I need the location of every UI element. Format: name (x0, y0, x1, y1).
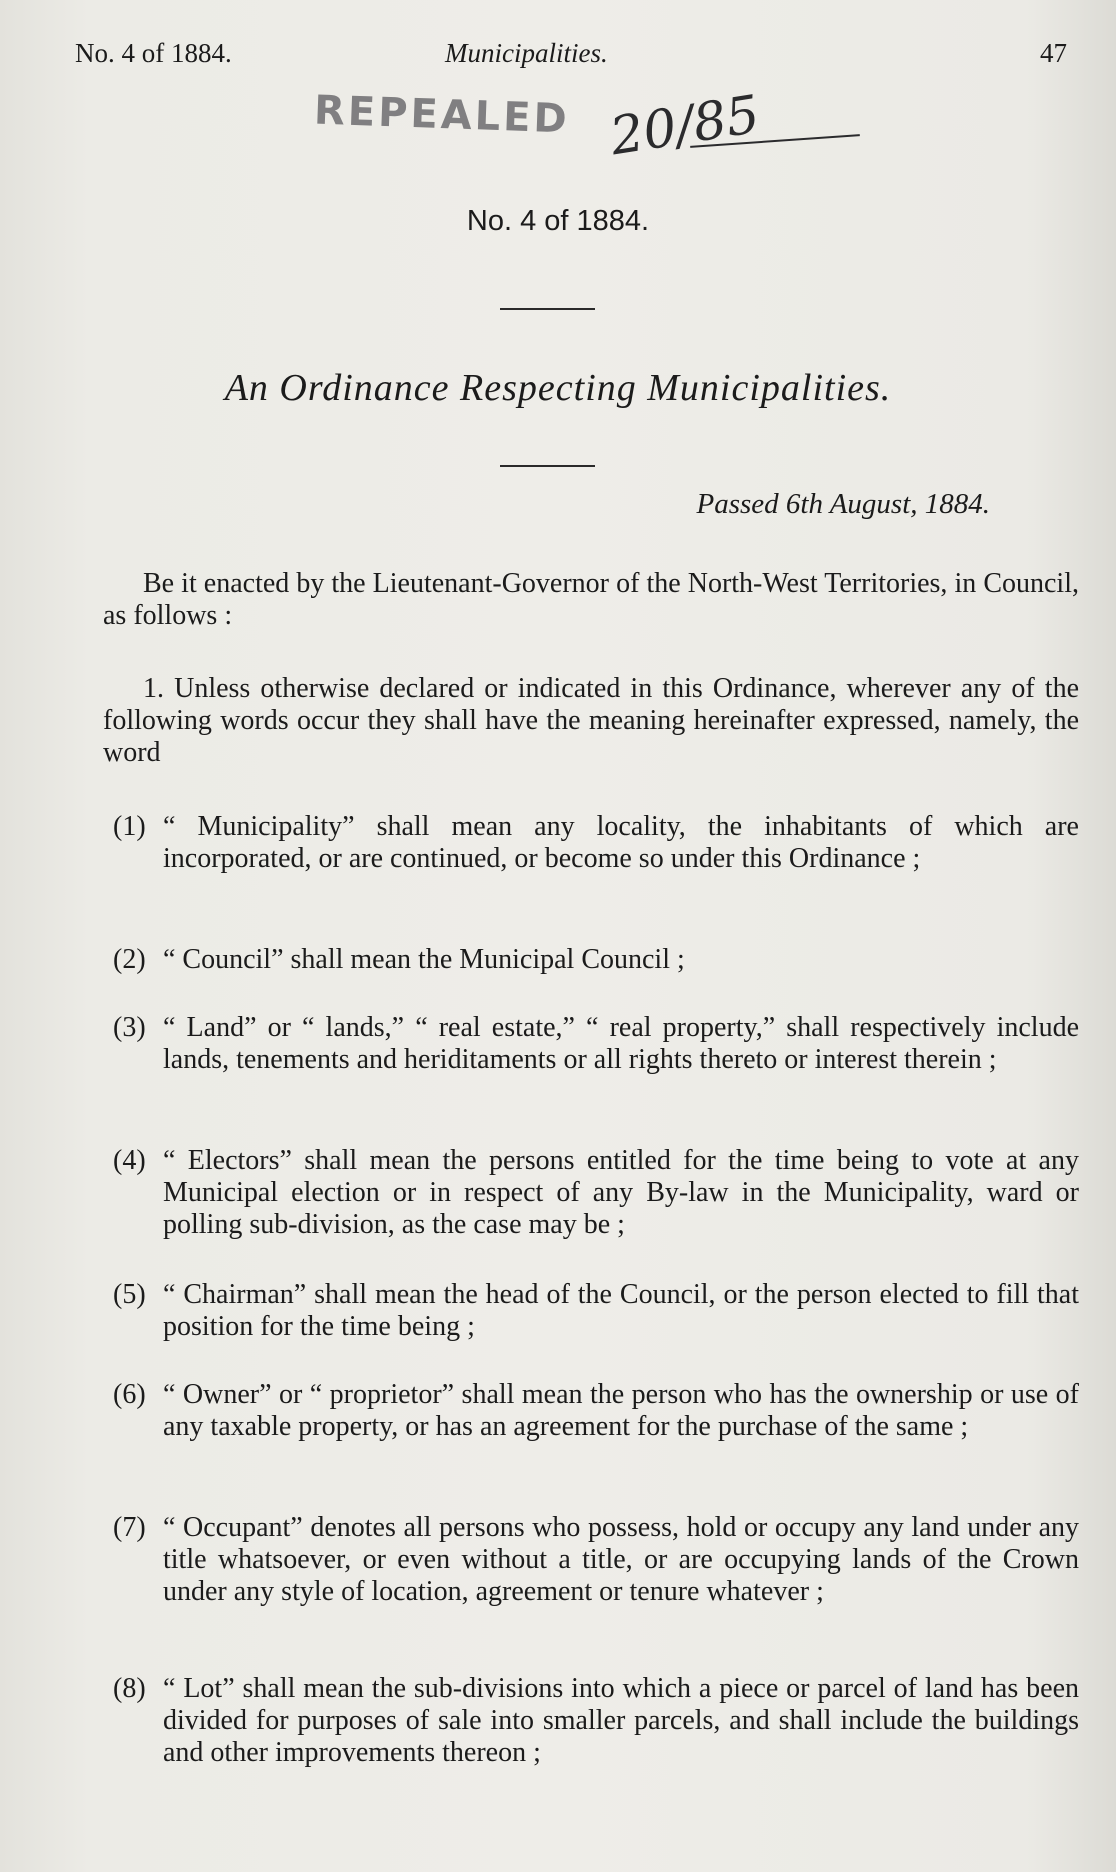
definition-number: (1) (113, 811, 146, 842)
divider-rule (500, 465, 595, 467)
definition-text: “ Chairman” shall mean the head of the Council, or the person elected to fill that position for the time being ; (163, 1279, 1079, 1342)
definition-number: (8) (113, 1673, 146, 1704)
repealed-stamp: REPEALED (313, 87, 571, 143)
running-head-center: Municipalities. (445, 38, 608, 68)
page-number: 47 (1040, 38, 1067, 68)
definition-number: (5) (113, 1279, 146, 1310)
definition-item (113, 1012, 1079, 1076)
running-head (0, 38, 1116, 88)
definition-item (113, 811, 1079, 875)
definition-item (113, 1673, 1079, 1769)
definition-text: “ Land” or “ lands,” “ real estate,” “ real property,” shall respectively include lands, tenements and heriditaments or all rights thereto or interest therein ; (163, 1012, 1079, 1075)
ordinance-number: No. 4 of 1884. (466, 205, 650, 237)
definition-number: (7) (113, 1512, 146, 1543)
handwritten-note: 20/85 (606, 84, 764, 168)
definition-number: (3) (113, 1012, 146, 1043)
definition-text: “ Lot” shall mean the sub-divisions into which a piece or parcel of land has been divided for purposes of sale into smaller parcels, and shall include the buildings and other improvements thereon ; (163, 1673, 1079, 1768)
definition-text: “ Electors” shall mean the persons entitled for the time being to vote at any Municipal election or in respect of any By-law in the Municipality, ward or polling sub-division, as the case may be ; (163, 1145, 1079, 1240)
definition-item (113, 1512, 1079, 1608)
definition-number: (4) (113, 1145, 146, 1176)
definition-text: “ Occupant” denotes all persons who possess, hold or occupy any land under any title whatsoever, or even without a title, or are occupying lands of the Crown under any style of location, agreement or tenure whatever ; (163, 1512, 1079, 1607)
definition-number: (6) (113, 1379, 146, 1410)
running-head-left: No. 4 of 1884. (75, 38, 232, 68)
definition-text: “ Municipality” shall mean any locality, the inhabitants of which are incorporated, or are continued, or become so under this Ordinance ; (163, 811, 1079, 874)
definition-item (113, 1379, 1079, 1443)
section-1: 1. Unless otherwise declared or indicated in this Ordinance, wherever any of the following words occur they shall have the meaning hereinafter expressed, namely, the word (103, 673, 1079, 768)
definition-text: “ Council” shall mean the Municipal Council ; (163, 944, 685, 975)
passed-date: Passed 6th August, 1884. (696, 488, 990, 520)
enacting-clause: Be it enacted by the Lieutenant-Governor of the North-West Territories, in Council, as follows : (103, 568, 1079, 631)
divider-rule (500, 308, 595, 310)
definition-item (113, 1145, 1079, 1241)
definition-text: “ Owner” or “ proprietor” shall mean the person who has the ownership or use of any taxable property, or has an agreement for the purchase of the same ; (163, 1379, 1079, 1442)
definition-item (113, 944, 1079, 976)
definition-item (113, 1279, 1079, 1343)
definition-number: (2) (113, 944, 146, 975)
ordinance-title: An Ordinance Respecting Municipalities. (224, 367, 892, 409)
